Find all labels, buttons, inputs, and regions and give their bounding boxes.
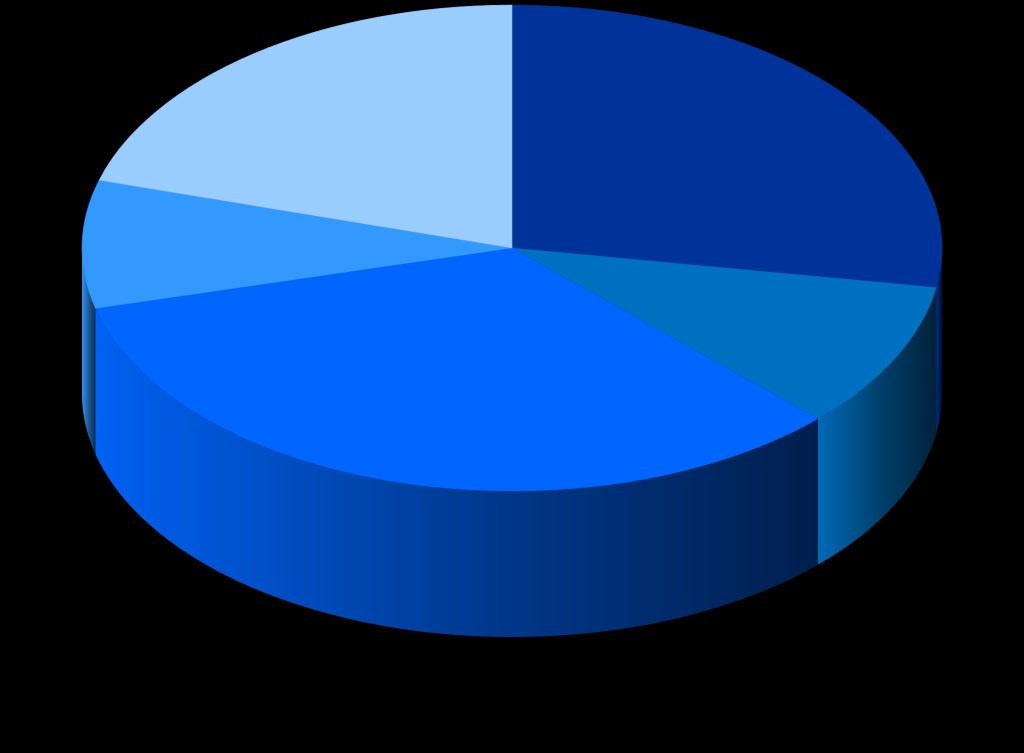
pie-top-faces [82, 5, 942, 491]
